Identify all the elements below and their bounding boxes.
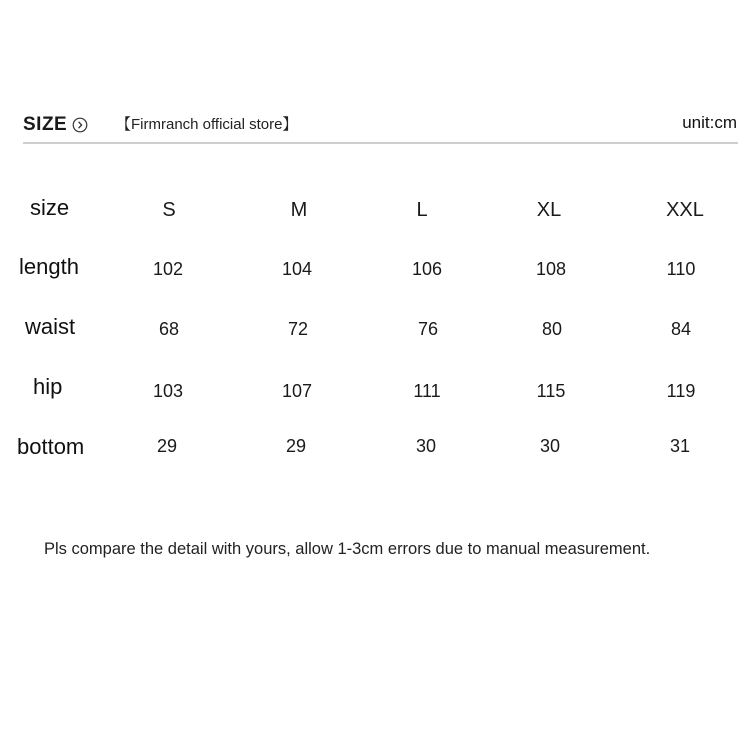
table-cell: 102 — [152, 259, 184, 279]
row-label: size — [30, 195, 70, 220]
table-cell: 110 — [666, 259, 696, 279]
table-cell: 104 — [281, 259, 313, 279]
size-table — [0, 180, 750, 480]
table-cell: 29 — [285, 436, 307, 456]
row-label: length — [19, 254, 79, 279]
table-cell: 84 — [670, 319, 692, 339]
measurement-note: Pls compare the detail with yours, allow 1-3cm errors due to manual measurement. — [44, 540, 651, 558]
size-chart-header — [0, 100, 750, 146]
table-cell: 31 — [669, 436, 691, 456]
table-cell: 29 — [156, 436, 178, 456]
table-row-hip — [0, 373, 750, 433]
table-cell: 80 — [541, 319, 563, 339]
table-cell: M — [290, 199, 308, 221]
table-row-size — [0, 194, 750, 254]
table-cell: XL — [536, 199, 562, 221]
table-cell: 111 — [413, 381, 441, 401]
table-cell: 103 — [152, 381, 184, 401]
chevron-right-circle-icon — [72, 117, 88, 133]
table-row-waist — [0, 313, 750, 373]
table-row-bottom — [0, 433, 750, 493]
table-cell: 106 — [411, 259, 443, 279]
table-cell: 30 — [539, 436, 561, 456]
table-cell: 76 — [417, 319, 439, 339]
table-cell: 119 — [666, 381, 696, 401]
row-label: waist — [25, 314, 76, 339]
table-row-length — [0, 253, 750, 313]
unit-label: unit:cm — [682, 113, 737, 132]
table-cell: 108 — [535, 259, 567, 279]
table-cell: 30 — [415, 436, 437, 456]
table-cell: 68 — [158, 319, 180, 339]
row-label: bottom — [17, 434, 85, 459]
store-label: 【Firmranch official store】 — [116, 116, 298, 133]
header-divider — [23, 142, 738, 144]
table-cell: 115 — [536, 381, 566, 401]
table-cell: L — [416, 199, 428, 221]
size-title: SIZE — [23, 114, 68, 135]
table-cell: 72 — [287, 319, 309, 339]
table-cell: XXL — [666, 199, 704, 221]
row-label: hip — [33, 374, 63, 399]
table-cell: 107 — [281, 381, 313, 401]
table-cell: S — [162, 199, 176, 221]
